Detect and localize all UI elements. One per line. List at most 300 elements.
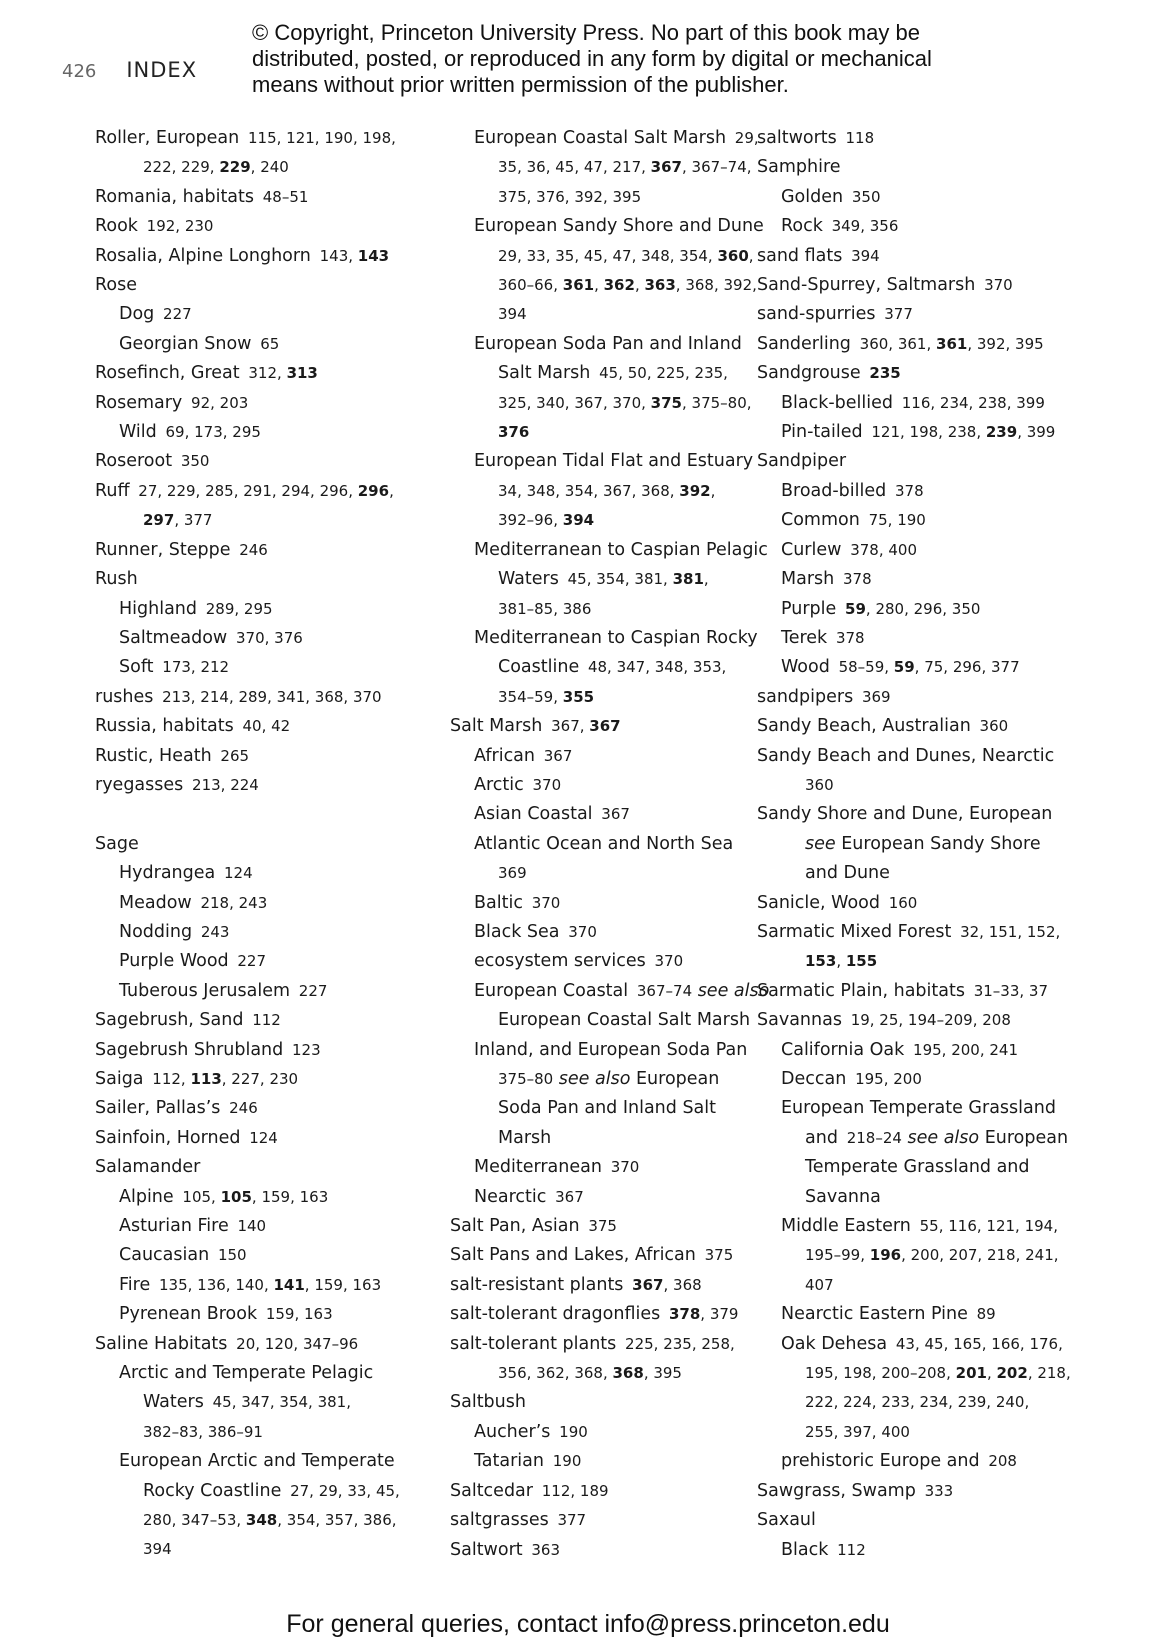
index-subentry [95, 977, 400, 1006]
page-refs: 227 [237, 952, 267, 971]
index-subentry [450, 1418, 769, 1447]
page-refs: 349, 356 [831, 217, 899, 236]
index-continuation [757, 1418, 1071, 1447]
page-refs: 375 [588, 1217, 617, 1236]
index-continuation [757, 947, 1071, 976]
index-subentry [450, 536, 769, 565]
entry-term: Middle Eastern [781, 1216, 911, 1237]
entry-term: Mediterranean to Caspian Pelagic [474, 539, 768, 560]
index-continuation [95, 1535, 400, 1564]
page-refs: 65 [260, 334, 280, 353]
page-refs: 370 [654, 952, 684, 971]
entry-term: sandpipers [757, 686, 854, 707]
index-continuation [450, 242, 769, 271]
page-refs: 377 [884, 305, 913, 324]
entry-term: Rook [95, 216, 138, 237]
entry-term: Asturian Fire [119, 1216, 229, 1237]
index-entry [757, 330, 1071, 359]
page-refs: 360, 361, 361, 392, 395 [859, 334, 1044, 353]
page-refs: 27, 29, 33, 45, [290, 1481, 400, 1500]
entry-term: Sandpiper [757, 451, 847, 472]
entry-term: Savanna [805, 1186, 881, 1207]
index-subentry [757, 1447, 1071, 1476]
page-refs: 92, 203 [191, 393, 249, 412]
page-refs: 370, 376 [235, 628, 303, 647]
index-subentry [450, 947, 769, 976]
entry-term: Mediterranean to Caspian Rocky [474, 627, 758, 648]
index-entry [757, 124, 1071, 153]
entry-term: Nearctic Eastern Pine [781, 1304, 968, 1325]
entry-term: Rosefinch, Great [95, 363, 240, 384]
index-subentry [450, 1183, 769, 1212]
index-subentry [450, 800, 769, 829]
index-continuation [450, 153, 769, 182]
page-refs: 195–99, 196, 200, 207, 218, 241, [805, 1246, 1059, 1265]
page-refs: 160 [888, 893, 918, 912]
entry-term: Rustic, Heath [95, 745, 212, 766]
page-refs: 370 [532, 775, 562, 794]
entry-term: Sawgrass, Swamp [757, 1480, 916, 1501]
entry-term: Oak Dehesa [781, 1333, 888, 1354]
index-continuation [450, 683, 769, 712]
index-subentry [450, 830, 769, 859]
entry-term: Baltic [474, 892, 523, 913]
entry-term: Waters [498, 569, 559, 590]
page-refs: 89 [976, 1305, 996, 1324]
entry-term: Salamander [95, 1157, 201, 1178]
entry-term: Salt Marsh [450, 716, 543, 737]
index-subentry [757, 536, 1071, 565]
index-entry [450, 1388, 769, 1417]
index-subentry [450, 1447, 769, 1476]
index-entry [757, 742, 1071, 771]
page-refs: 150 [217, 1246, 247, 1265]
entry-term: Fire [119, 1274, 151, 1295]
index-subentry [95, 1212, 400, 1241]
index-entry [95, 1094, 400, 1123]
page-refs: 246 [229, 1099, 258, 1118]
page-refs: 325, 340, 367, 370, 375, 375–80, [498, 393, 752, 412]
entry-term: Deccan [781, 1069, 847, 1089]
page-refs: 378, 379 [668, 1305, 739, 1324]
entry-term: Rush [95, 569, 138, 590]
entry-term: Georgian Snow [119, 333, 252, 354]
index-subentry [450, 742, 769, 771]
page-refs: 370 [568, 922, 597, 941]
index-entry [757, 447, 1071, 476]
entry-term: Sanderling [757, 333, 851, 354]
page-refs: 118 [845, 129, 875, 147]
index-entry [450, 1506, 769, 1535]
page-refs: 222, 229, 229, 240 [143, 158, 289, 177]
index-subentry [757, 565, 1071, 594]
index-entry [757, 1506, 1071, 1535]
entry-term: Caucasian [119, 1245, 210, 1266]
index-entry [95, 1153, 400, 1182]
page-refs: 356, 362, 368, 368, 395 [498, 1364, 682, 1383]
page-refs: 173, 212 [162, 658, 230, 677]
entry-term: Meadow [119, 892, 192, 913]
page-refs: 29, [734, 129, 759, 147]
entry-term: Highland [119, 598, 198, 619]
page-refs: 59, 280, 296, 350 [845, 599, 981, 618]
index-entry [95, 477, 400, 506]
index-continuation [757, 1359, 1071, 1388]
entry-term: Tatarian [474, 1451, 544, 1472]
entry-term: African [474, 745, 536, 766]
page-refs: 213, 224 [192, 775, 259, 794]
entry-term: Pin-tailed [781, 422, 863, 443]
index-subentry [450, 918, 769, 947]
index-entry [95, 565, 400, 594]
index-entry [450, 1536, 769, 1565]
entry-term: Common [781, 510, 860, 531]
index-continuation [450, 477, 769, 506]
page-refs: 213, 214, 289, 341, 368, 370 [162, 687, 382, 706]
cross-ref-term: European [984, 1127, 1069, 1148]
index-entry [757, 800, 1071, 829]
index-subentry [450, 330, 769, 359]
index-entry [95, 830, 400, 859]
entry-term: European Tidal Flat and Estuary [474, 451, 754, 472]
entry-term: rushes [95, 686, 154, 707]
index-subentry [757, 1536, 1071, 1565]
entry-term: Soft [119, 657, 154, 678]
entry-term: Saltcedar [450, 1480, 533, 1501]
index-continuation [450, 183, 769, 212]
page-refs: 265 [220, 746, 250, 765]
index-entry [95, 359, 400, 388]
entry-term: California Oak [781, 1039, 905, 1060]
index-entry [757, 271, 1071, 300]
entry-term: prehistoric Europe and [781, 1451, 980, 1472]
page-refs: 112 [252, 1011, 281, 1030]
entry-term: Saiga [95, 1068, 144, 1089]
entry-term: Saxaul [757, 1510, 816, 1531]
index-subentry [95, 300, 400, 329]
page-refs: 367 [555, 1187, 584, 1206]
entry-term: Asian Coastal [474, 804, 593, 825]
entry-term: European Coastal [474, 980, 629, 1001]
page-refs: 20, 120, 347–96 [236, 1334, 359, 1353]
entry-term: Sand-Spurrey, Saltmarsh [757, 275, 976, 296]
page-refs: 40, 42 [242, 717, 291, 736]
index-entry [95, 389, 400, 418]
entry-term: and [805, 1127, 838, 1148]
index-continuation [757, 1388, 1071, 1417]
page-refs: 370 [610, 1158, 640, 1177]
index-entry [757, 918, 1071, 947]
entry-term: Savannas [757, 1010, 842, 1031]
index-subentry [95, 1447, 400, 1476]
entry-term: Purple [781, 598, 837, 619]
entry-term: Soda Pan and Inland Salt [498, 1098, 716, 1119]
page-title: INDEX [126, 58, 198, 82]
index-entry [95, 212, 400, 241]
index-subentry [757, 477, 1071, 506]
index-continuation [95, 1418, 400, 1447]
page-refs: 243 [200, 922, 230, 941]
entry-term: Sandy Shore and Dune, European [757, 804, 1053, 825]
entry-term: Alpine [119, 1186, 174, 1207]
page-refs: 382–83, 386–91 [143, 1422, 263, 1441]
index-entry [95, 271, 400, 300]
cross-ref-term: European Sandy Shore [841, 833, 1041, 854]
page-refs: 159, 163 [265, 1305, 333, 1324]
page-refs: 280, 347–53, 348, 354, 357, 386, [143, 1511, 397, 1530]
page-refs: 218–24 [846, 1128, 902, 1147]
running-header [62, 58, 197, 88]
entry-term: Sage [95, 833, 139, 854]
entry-term: Temperate Grassland and [805, 1157, 1030, 1178]
entry-term: Atlantic Ocean and North Sea [474, 833, 734, 854]
page-refs: 367 [601, 805, 630, 824]
see-also-ref: see also [558, 1069, 631, 1089]
page-refs: 246 [239, 540, 268, 559]
index-continuation [450, 271, 769, 300]
index-entry [95, 124, 400, 153]
index-subentry [757, 1036, 1071, 1065]
entry-term: Salt Pans and Lakes, African [450, 1245, 696, 1266]
index-continuation [757, 1271, 1071, 1300]
entry-term: salt-tolerant plants [450, 1333, 617, 1354]
page-refs: 19, 25, 194–209, 208 [850, 1011, 1011, 1030]
copyright-notice: © Copyright, Princeton University Press. No part of this book may be distributed, posted, or reproduced in any form by digital or mechanical means without prior written permission of the publisher. [252, 20, 932, 97]
entry-term: Salt Pan, Asian [450, 1216, 580, 1237]
index-continuation [95, 153, 400, 182]
page-refs: 360 [979, 717, 1009, 736]
index-entry [450, 1271, 769, 1300]
entry-term: European Coastal Salt Marsh [474, 128, 727, 148]
entry-term: Saltwort [450, 1539, 523, 1560]
index-subentry [757, 1212, 1071, 1241]
index-entry [450, 1300, 769, 1329]
page-refs: 32, 151, 152, [960, 922, 1061, 941]
page-refs: 375, 376, 392, 395 [498, 187, 642, 206]
page-refs: 140 [237, 1217, 267, 1236]
page-refs: 115, 121, 190, 198, [248, 129, 396, 147]
index-subentry [757, 389, 1071, 418]
index-continuation [95, 506, 400, 535]
entry-term: Runner, Steppe [95, 539, 231, 560]
entry-term: Saltmeadow [119, 627, 228, 648]
index-entry [95, 742, 400, 771]
entry-term: European Sandy Shore and Dune [474, 216, 764, 237]
index-continuation [450, 565, 769, 594]
index-entry [757, 1006, 1071, 1035]
index-subentry [95, 595, 400, 624]
see-also-ref: see also [907, 1127, 980, 1148]
entry-term: Russia, habitats [95, 716, 234, 737]
index-entry [757, 242, 1071, 271]
page-refs: 208 [988, 1452, 1017, 1471]
page-refs: 375–80 [498, 1070, 554, 1088]
page-refs: 367–74 [636, 981, 693, 1000]
entry-term: Rosemary [95, 392, 183, 413]
index-subentry [757, 418, 1071, 447]
entry-term: European Soda Pan and Inland [474, 333, 742, 354]
letter-gap [95, 800, 400, 829]
entry-term: Broad-billed [781, 480, 887, 501]
page-refs: 195, 198, 200–208, 201, 202, 218, [805, 1364, 1071, 1383]
index-continuation [450, 418, 769, 447]
index-continuation [450, 389, 769, 418]
index-subentry [95, 1183, 400, 1212]
index-continuation [757, 1183, 1071, 1212]
page-refs: 360–66, 361, 362, 363, 368, 392, [498, 276, 757, 295]
page-refs: 378, 400 [850, 540, 917, 559]
index-entry [757, 300, 1071, 329]
entry-term: Waters [143, 1392, 204, 1413]
index-entry [95, 183, 400, 212]
page-refs: 378 [835, 628, 865, 647]
entry-term: European Temperate Grassland [781, 1098, 1056, 1119]
entry-term: Wood [781, 657, 830, 678]
entry-term: ecosystem services [474, 951, 646, 972]
page-refs: 225, 235, 258, [625, 1334, 735, 1353]
page-refs: 375 [704, 1246, 734, 1265]
index-entry [95, 1124, 400, 1153]
entry-term: saltworts [757, 128, 837, 148]
entry-term: Sarmatic Plain, habitats [757, 980, 965, 1001]
entry-term: sand-spurries [757, 304, 876, 325]
page-refs: 195, 200 [855, 1070, 922, 1088]
entry-term: Sarmatic Mixed Forest [757, 921, 952, 942]
index-entry [757, 1477, 1071, 1506]
entry-term: Saltbush [450, 1392, 526, 1413]
page-refs: 112 [837, 1540, 866, 1559]
index-subentry [757, 1094, 1071, 1123]
page-refs: 192, 230 [146, 217, 214, 236]
page-refs: 69, 173, 295 [165, 423, 261, 442]
index-entry [95, 536, 400, 565]
page-refs: 45, 354, 381, 381, [567, 570, 709, 589]
index-entry [450, 1212, 769, 1241]
index-subentry [450, 624, 769, 653]
entry-term: Samphire [757, 157, 841, 178]
page-refs: 394 [498, 305, 527, 324]
page-refs: 227 [298, 981, 328, 1000]
index-continuation [757, 859, 1071, 888]
page-refs: 153, 155 [805, 952, 878, 971]
index-entry [95, 771, 400, 800]
index-column-2 [450, 124, 769, 1565]
page-refs: 143, 143 [319, 246, 390, 265]
see-also-ref: see [805, 833, 836, 854]
cross-ref-term: European [636, 1069, 720, 1089]
index-subentry [95, 918, 400, 947]
entry-term: Sandy Beach, Australian [757, 716, 971, 737]
index-subentry [95, 889, 400, 918]
index-column-1 [95, 124, 400, 1565]
entry-term: European Arctic and Temperate [119, 1451, 395, 1472]
page-refs: 121, 198, 238, 239, 399 [871, 423, 1056, 442]
page-refs: 377 [557, 1511, 587, 1530]
index-entry [95, 712, 400, 741]
page-refs: 105, 105, 159, 163 [182, 1187, 329, 1206]
index-continuation [757, 830, 1071, 859]
index-continuation [450, 1124, 769, 1153]
index-subentry [95, 653, 400, 682]
page-refs: 75, 190 [868, 511, 926, 530]
index-subentry [757, 624, 1071, 653]
index-subentry [95, 1359, 400, 1388]
index-subentry [450, 1153, 769, 1182]
page-refs: 58–59, 59, 75, 296, 377 [838, 658, 1020, 677]
index-entry [757, 889, 1071, 918]
entry-term: Sanicle, Wood [757, 892, 880, 913]
entry-term: Romania, habitats [95, 186, 255, 207]
index-subentry [757, 1330, 1071, 1359]
index-continuation [450, 595, 769, 624]
index-subentry [95, 624, 400, 653]
page-refs: 370 [531, 893, 561, 912]
page-refs: 350 [180, 452, 210, 471]
index-subentry [757, 1065, 1071, 1094]
entry-term: Aucher’s [474, 1421, 551, 1442]
page-refs: 218, 243 [200, 893, 268, 912]
index-entry [95, 242, 400, 271]
page-refs: 369 [498, 864, 527, 883]
page-refs: 370 [984, 276, 1013, 295]
index-subentry [450, 771, 769, 800]
entry-term: Arctic and Temperate Pelagic [119, 1363, 374, 1384]
entry-term: Golden [781, 186, 844, 207]
entry-term: Terek [781, 627, 828, 648]
entry-term: Dog [119, 304, 155, 325]
index-continuation [450, 506, 769, 535]
entry-term: Nodding [119, 921, 193, 942]
page-refs: 195, 200, 241 [913, 1040, 1019, 1059]
page-refs: 124 [249, 1128, 278, 1147]
index-continuation [450, 1006, 769, 1035]
entry-term: Curlew [781, 539, 842, 560]
index-subentry [95, 330, 400, 359]
entry-term: Black-bellied [781, 392, 893, 413]
index-continuation [450, 1094, 769, 1123]
entry-term: Rocky Coastline [143, 1480, 282, 1501]
page-refs: 378 [842, 570, 872, 589]
index-entry [95, 1330, 400, 1359]
entry-term: Ruff [95, 480, 130, 501]
page-refs: 289, 295 [205, 599, 273, 618]
entry-term: Nearctic [474, 1186, 547, 1207]
page-refs: 29, 33, 35, 45, 47, 348, 354, 360, [498, 246, 754, 265]
page-refs: 112, 189 [541, 1481, 609, 1500]
entry-term: Inland, and European Soda Pan [474, 1039, 748, 1060]
index-continuation [757, 771, 1071, 800]
entry-term: sand flats [757, 245, 843, 266]
page-refs: 297, 377 [143, 511, 213, 530]
entry-term: Sandy Beach and Dunes, Nearctic [757, 745, 1055, 766]
index-subentry [95, 1271, 400, 1300]
index-entry [450, 1241, 769, 1270]
entry-term: Roller, European [95, 128, 240, 148]
index-subentry [757, 595, 1071, 624]
index-continuation [450, 653, 769, 682]
footer-contact: For general queries, contact info@press.princeton.edu [286, 1610, 890, 1638]
index-continuation [450, 1065, 769, 1094]
entry-term: Sainfoin, Horned [95, 1127, 241, 1148]
index-continuation [757, 1241, 1071, 1270]
page-refs: 112, 113, 227, 230 [152, 1069, 299, 1088]
index-entry [95, 1006, 400, 1035]
entry-term: Wild [119, 422, 157, 443]
page-refs: 381–85, 386 [498, 599, 592, 618]
page-refs: 360 [805, 775, 834, 794]
index-entry [757, 359, 1071, 388]
page-refs: 363 [531, 1540, 561, 1559]
